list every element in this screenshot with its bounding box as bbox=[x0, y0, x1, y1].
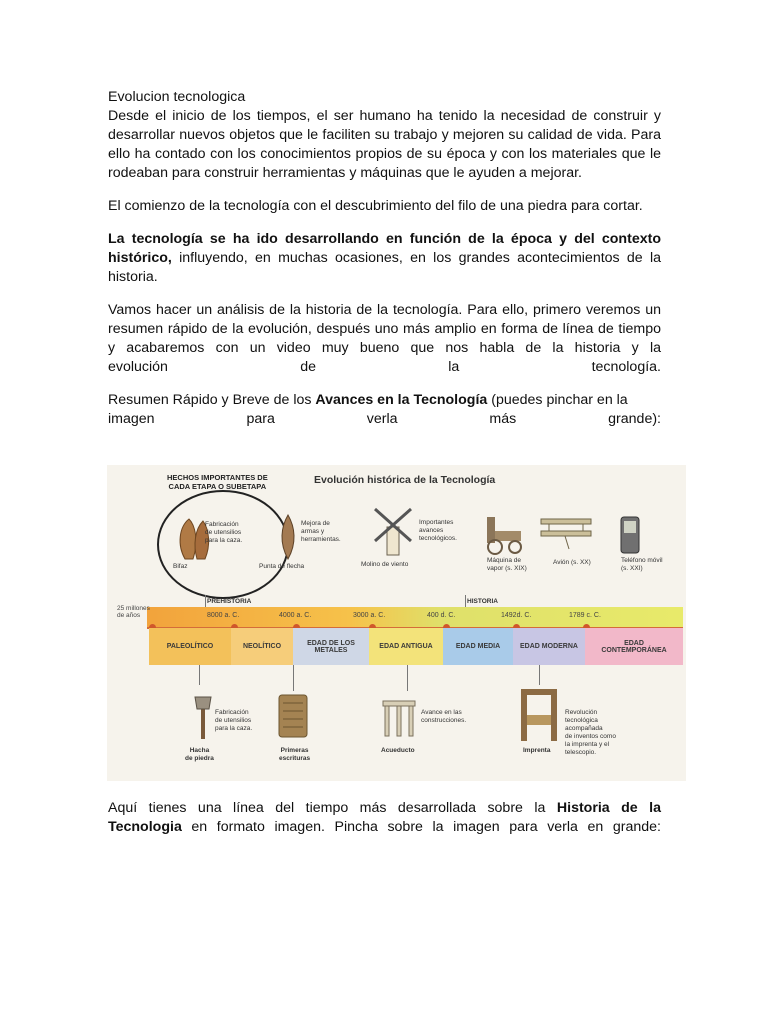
bottom-label-fabricacion: Fabricación de utensilios para la caza. bbox=[215, 709, 253, 732]
era-historia: HISTORIA bbox=[467, 598, 498, 605]
figure-title: Evolución histórica de la Tecnología bbox=[314, 474, 496, 486]
tick-1789: 1789 c. C. bbox=[569, 612, 601, 619]
stone-axe-icon bbox=[191, 693, 215, 741]
era-block-contemporanea: EDAD CONTEMPORÁNEA bbox=[585, 628, 683, 665]
paragraph-analysis: Vamos hacer un análisis de la historia de la tecnología. Para ello, primero veremos un resumen rápido de la evolución, después uno más amplio en forma de línea de tiempo y acabaremos con un video muy bueno que nos habla de la historia y la bbox=[108, 302, 661, 356]
paragraph-history bbox=[108, 799, 661, 818]
aqueduct-icon bbox=[381, 699, 417, 739]
figure-hechos-label: HECHOS IMPORTANTES DE CADA ETAPA O SUBETAPA bbox=[167, 473, 268, 491]
summary-pre: Resumen Rápido y Breve de los bbox=[108, 392, 316, 408]
windmill-icon bbox=[371, 501, 415, 557]
steam-engine-icon bbox=[483, 509, 527, 555]
arrowhead-icon bbox=[277, 513, 299, 561]
top-label-avion: Avión (s. XX) bbox=[553, 559, 591, 566]
era-block-antigua: EDAD ANTIGUA bbox=[369, 628, 443, 665]
paragraph-intro: Desde el inicio de los tiempos, el ser humano ha tenido la necesidad de construir y desarrollar nuevos objetos que le faciliten su trabajo y mejoren su calidad de vida. Para ello ha contado con los conocimientos propios de su época y con los materiales que le rodeaban para construir herramientas y máquinas que le ayuden a mejorar. bbox=[108, 108, 661, 181]
top-label-maquina-vapor: Máquina de vapor (s. XIX) bbox=[487, 557, 527, 572]
tick-4000: 4000 a. C. bbox=[279, 612, 312, 619]
top-label-mejora: Mejora de armas y herramientas. bbox=[301, 520, 341, 543]
paragraph-summary bbox=[108, 391, 661, 410]
era-prehistoria: PREHISTORIA bbox=[207, 598, 252, 605]
connector-line bbox=[539, 665, 540, 685]
top-label-telefono: Teléfono móvil (s. XXI) bbox=[621, 557, 663, 572]
airplane-icon bbox=[539, 513, 593, 553]
bottom-label-avance: Avance en las construcciones. bbox=[421, 709, 467, 724]
top-label-avances: Importantes avances tecnológicos. bbox=[419, 519, 457, 542]
paragraph-development bbox=[108, 230, 661, 287]
top-label-molino: Molino de viento bbox=[361, 561, 409, 568]
history-post: en formato imagen. Pincha sobre la imagen para verla en grande: bbox=[181, 819, 661, 835]
top-label-punta-flecha: Punta de flecha bbox=[259, 563, 305, 570]
era-block-metales: EDAD DE LOS METALES bbox=[293, 628, 369, 665]
top-label-fabricacion: Fabricación de utensilios para la caza. bbox=[205, 521, 243, 544]
tick-25-millones: 25 millones de años bbox=[117, 605, 150, 619]
paragraph-history-2 bbox=[108, 818, 661, 837]
history-link-2[interactable]: Tecnologia bbox=[108, 819, 182, 835]
bottom-label-imprenta: Imprenta bbox=[523, 747, 551, 754]
connector-line bbox=[407, 665, 408, 691]
paragraph-development-rest: influyendo, en muchas ocasiones, en los grandes acontecimientos de la historia. bbox=[108, 250, 661, 285]
tick-8000: 8000 a. C. bbox=[207, 612, 240, 619]
historia-marker bbox=[465, 595, 466, 607]
summary-link[interactable]: Avances en la Tecnología bbox=[315, 392, 488, 408]
era-block-media: EDAD MEDIA bbox=[443, 628, 513, 665]
history-link-1[interactable]: Historia de la bbox=[556, 800, 661, 816]
tick-1492: 1492d. C. bbox=[501, 612, 532, 619]
connector-line bbox=[293, 665, 294, 691]
paragraph-beginning: El comienzo de la tecnología con el descubrimiento del filo de una piedra para cortar. bbox=[108, 198, 643, 214]
era-block-paleolitico: PALEOLÍTICO bbox=[149, 628, 231, 665]
printing-press-icon bbox=[517, 685, 561, 743]
top-label-bifaz: Bifaz bbox=[173, 563, 188, 570]
bottom-label-escrituras: Primeras escrituras bbox=[279, 747, 311, 762]
timeline-image[interactable] bbox=[107, 465, 686, 781]
summary-post: (puedes pinchar en la bbox=[487, 392, 628, 408]
document-heading: Evolucion tecnologica bbox=[108, 89, 246, 105]
history-pre: Aquí tienes una línea del tiempo más desarrollada sobre la bbox=[108, 800, 557, 816]
era-block-moderna: EDAD MODERNA bbox=[513, 628, 585, 665]
paragraph-development-bold: La tecnología se ha ido desarrollando en función de la época y del contexto histórico, bbox=[108, 231, 661, 266]
bottom-label-hacha: Hacha de piedra bbox=[185, 747, 214, 762]
era-block-neolitico: NEOLÍTICO bbox=[231, 628, 293, 665]
tick-3000: 3000 a. C. bbox=[353, 612, 386, 619]
clay-tablet-icon bbox=[277, 693, 309, 739]
connector-line bbox=[199, 665, 200, 685]
bottom-label-acueducto: Acueducto bbox=[381, 747, 415, 754]
prehistoria-marker bbox=[205, 595, 206, 607]
paragraph-history-block bbox=[108, 799, 661, 837]
tick-400: 400 d. C. bbox=[427, 612, 456, 619]
bottom-label-revolucion: Revolución tecnológica acompañada de inventos como la imprenta y el telescopio. bbox=[565, 709, 616, 756]
paragraph-summary-last: imagen para verla más grande): bbox=[108, 411, 661, 427]
paragraph-analysis-last: evolución de la tecnología. bbox=[108, 359, 661, 375]
document-body bbox=[108, 88, 661, 429]
mobile-phone-icon bbox=[617, 515, 643, 555]
